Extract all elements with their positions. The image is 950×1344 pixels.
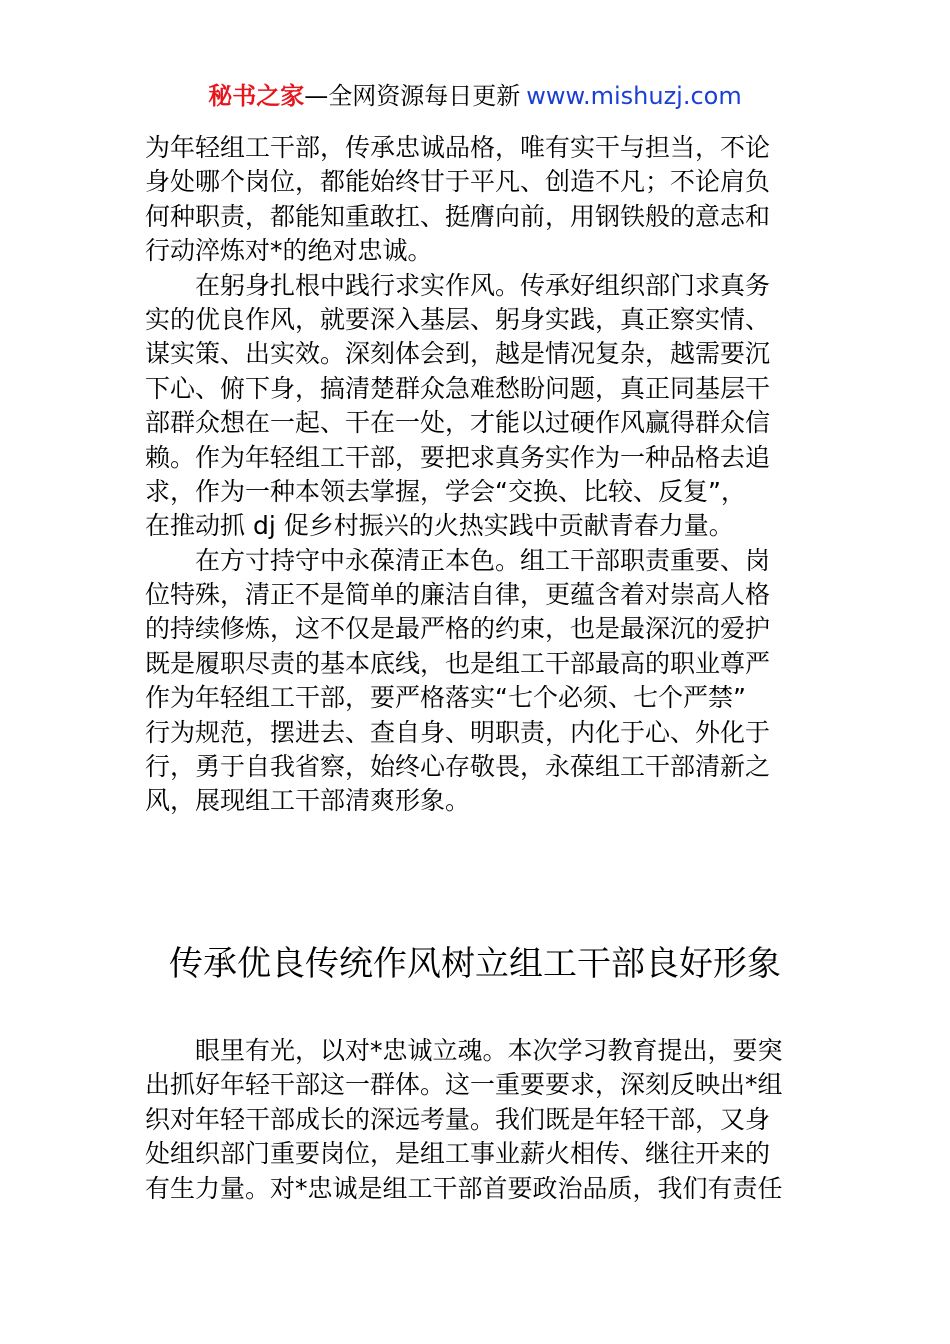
site-header — [0, 80, 950, 112]
text-line: 出抓好年轻干部这一群体。这一重要要求，深刻反映出*组 — [145, 1070, 783, 1100]
text-line: 部群众想在一起、干在一处，才能以过硬作风赢得群众信 — [145, 408, 771, 438]
text-line: 在躬身扎根中践行求实作风。传承好组织部门求真务 — [195, 270, 771, 300]
text-line: 处组织部门重要岗位，是组工事业薪火相传、继往开来的 — [145, 1139, 771, 1169]
body-text-section-2 — [145, 1034, 807, 1206]
site-brand: 秘书之家 — [208, 82, 305, 110]
text-line: 赖。作为年轻组工干部，要把求真务实作为一种品格去追 — [145, 442, 771, 472]
text-line: 实的优良作风，就要深入基层、躬身实践，真正察实情、 — [145, 304, 771, 334]
text-line: 位特殊，清正不是简单的廉洁自律，更蕴含着对崇高人格 — [145, 580, 771, 610]
text-line: 为年轻组工干部，传承忠诚品格，唯有实干与担当，不论 — [145, 133, 771, 162]
text-line: 既是履职尽责的基本底线，也是组工干部最高的职业尊严 — [145, 648, 771, 678]
site-tagline: —全网资源每日更新 — [304, 82, 521, 110]
text-line: 谋实策、出实效。深刻体会到，越是情况复杂，越需要沉 — [145, 339, 771, 369]
text-line: 何种职责，都能知重敢扛、挺膺向前，用钢铁般的意志和 — [145, 201, 771, 231]
text-line: 行为规范，摆进去、查自身、明职责，内化于心、外化于 — [145, 717, 771, 747]
text-line: 行动淬炼对*的绝对忠诚。 — [145, 236, 433, 266]
body-text-section-1 — [145, 131, 807, 819]
text-line: 在方寸持守中永葆清正本色。组工干部职责重要、岗 — [195, 545, 771, 575]
text-line: 作为年轻组工干部，要严格落实“七个必须、七个严禁” — [145, 683, 746, 713]
article-title: 传承优良传统作风树立组工干部良好形象 — [169, 944, 781, 984]
text-line: 的持续修炼，这不仅是最严格的约束，也是最深沉的爱护 — [145, 614, 771, 644]
text-line: 风，展现组工干部清爽形象。 — [145, 786, 471, 816]
site-url-link[interactable]: www.mishuzj.com — [526, 82, 742, 110]
text-line: 有生力量。对*忠诚是组工干部首要政治品质，我们有责任 — [145, 1173, 783, 1203]
text-line: 求，作为一种本领去掌握，学会“交换、比较、反复”， — [145, 476, 746, 506]
text-line: 眼里有光，以对*忠诚立魂。本次学习教育提出，要突 — [195, 1036, 783, 1065]
text-line: 织对年轻干部成长的深远考量。我们既是年轻干部，又身 — [145, 1104, 771, 1134]
text-line: 身处哪个岗位，都能始终甘于平凡、创造不凡；不论肩负 — [145, 167, 771, 197]
text-line: 行，勇于自我省察，始终心存敬畏，永葆组工干部清新之 — [145, 752, 771, 782]
text-line: 在推动抓 dj 促乡村振兴的火热实践中贡献青春力量。 — [145, 511, 734, 541]
text-line: 下心、俯下身，搞清楚群众急难愁盼问题，真正同基层干 — [145, 373, 771, 403]
